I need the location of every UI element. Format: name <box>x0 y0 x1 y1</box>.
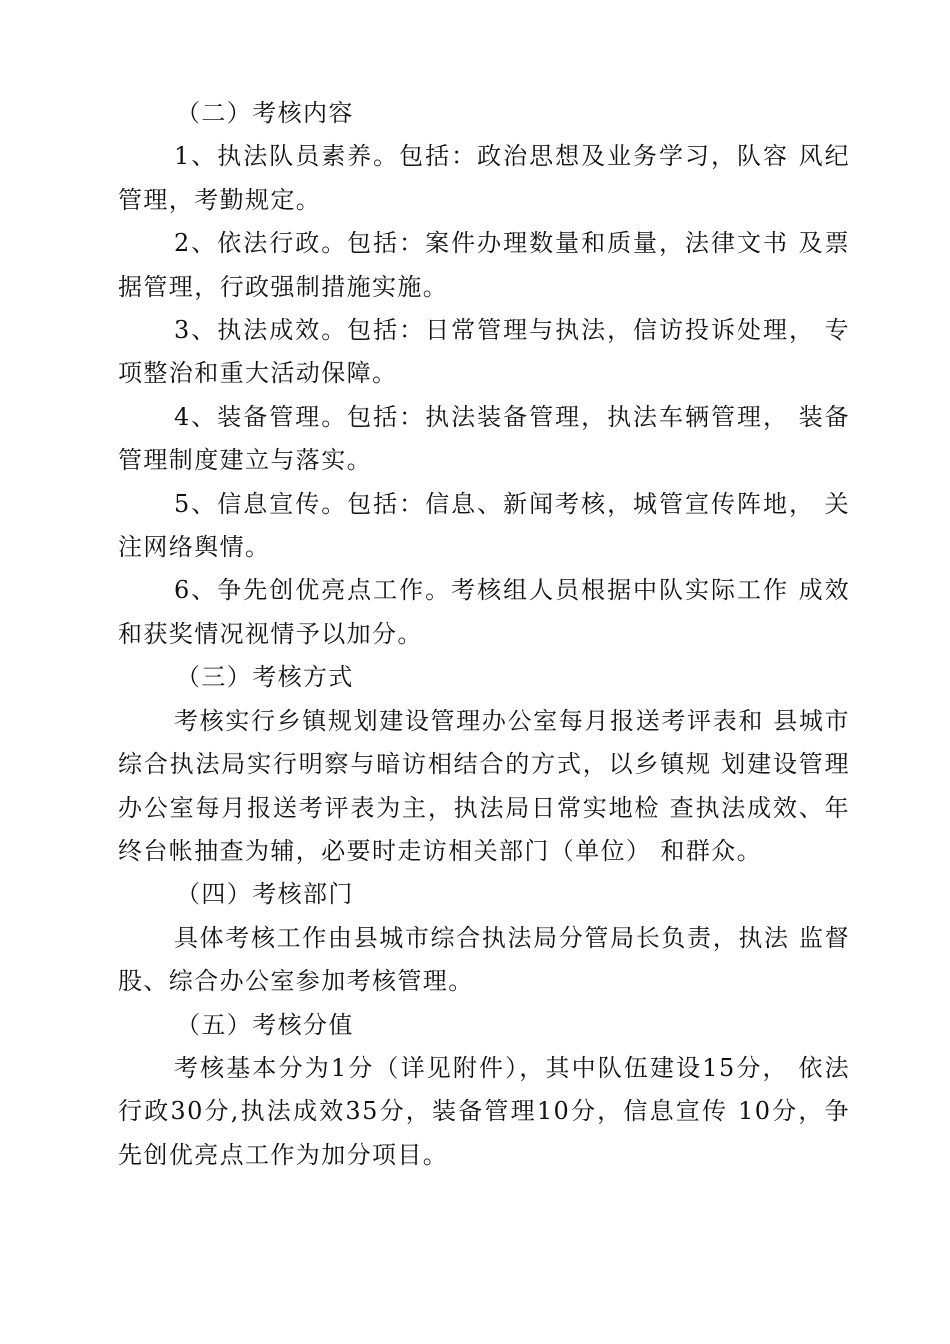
section-heading-department: （四）考核部门 <box>176 880 354 909</box>
content-item-5: 5、信息宣传。包括：信息、新闻考核，城管宣传阵地， 关注网络舆情。 <box>118 489 850 562</box>
content-item-3: 3、执法成效。包括：日常管理与执法，信访投诉处理， 专项整治和重大活动保障。 <box>118 316 850 388</box>
department-paragraph: 具体考核工作由县城市综合执法局分管局长负责，执法 监督股、综合办公室参加考核管理。 <box>118 923 850 996</box>
section-heading-method: （三）考核方式 <box>176 663 354 692</box>
content-item-1: 1、执法队员素养。包括：政治思想及业务学习，队容 风纪管理，考勤规定。 <box>118 142 850 214</box>
document-body <box>118 92 850 1177</box>
content-item-4: 4、装备管理。包括：执法装备管理，执法车辆管理， 装备管理制度建立与落实。 <box>118 402 850 475</box>
content-item-6: 6、争先创优亮点工作。考核组人员根据中队实际工作 成效和获奖情况视情予以加分。 <box>118 576 850 648</box>
section-heading-score: （五）考核分值 <box>176 1010 354 1039</box>
content-item-2: 2、依法行政。包括：案件办理数量和质量，法律文书 及票据管理，行政强制措施实施。 <box>118 229 850 301</box>
section-heading-content: （二）考核内容 <box>176 99 354 127</box>
method-paragraph: 考核实行乡镇规划建设管理办公室每月报送考评表和 县城市综合执法局实行明察与暗访相结合的方式，以乡镇规 划建设管理办公室每月报送考评表为主，执法局日常实地检 查执法成效、年终台帐抽查为辅，必要时走访相关部门（单位） 和群众。 <box>118 706 850 865</box>
score-paragraph: 考核基本分为1分（详见附件），其中队伍建设15分， 依法行政30分,执法成效35分，装备管理10分，信息宣传 10分，争先创优亮点工作为加分项目。 <box>118 1053 850 1169</box>
